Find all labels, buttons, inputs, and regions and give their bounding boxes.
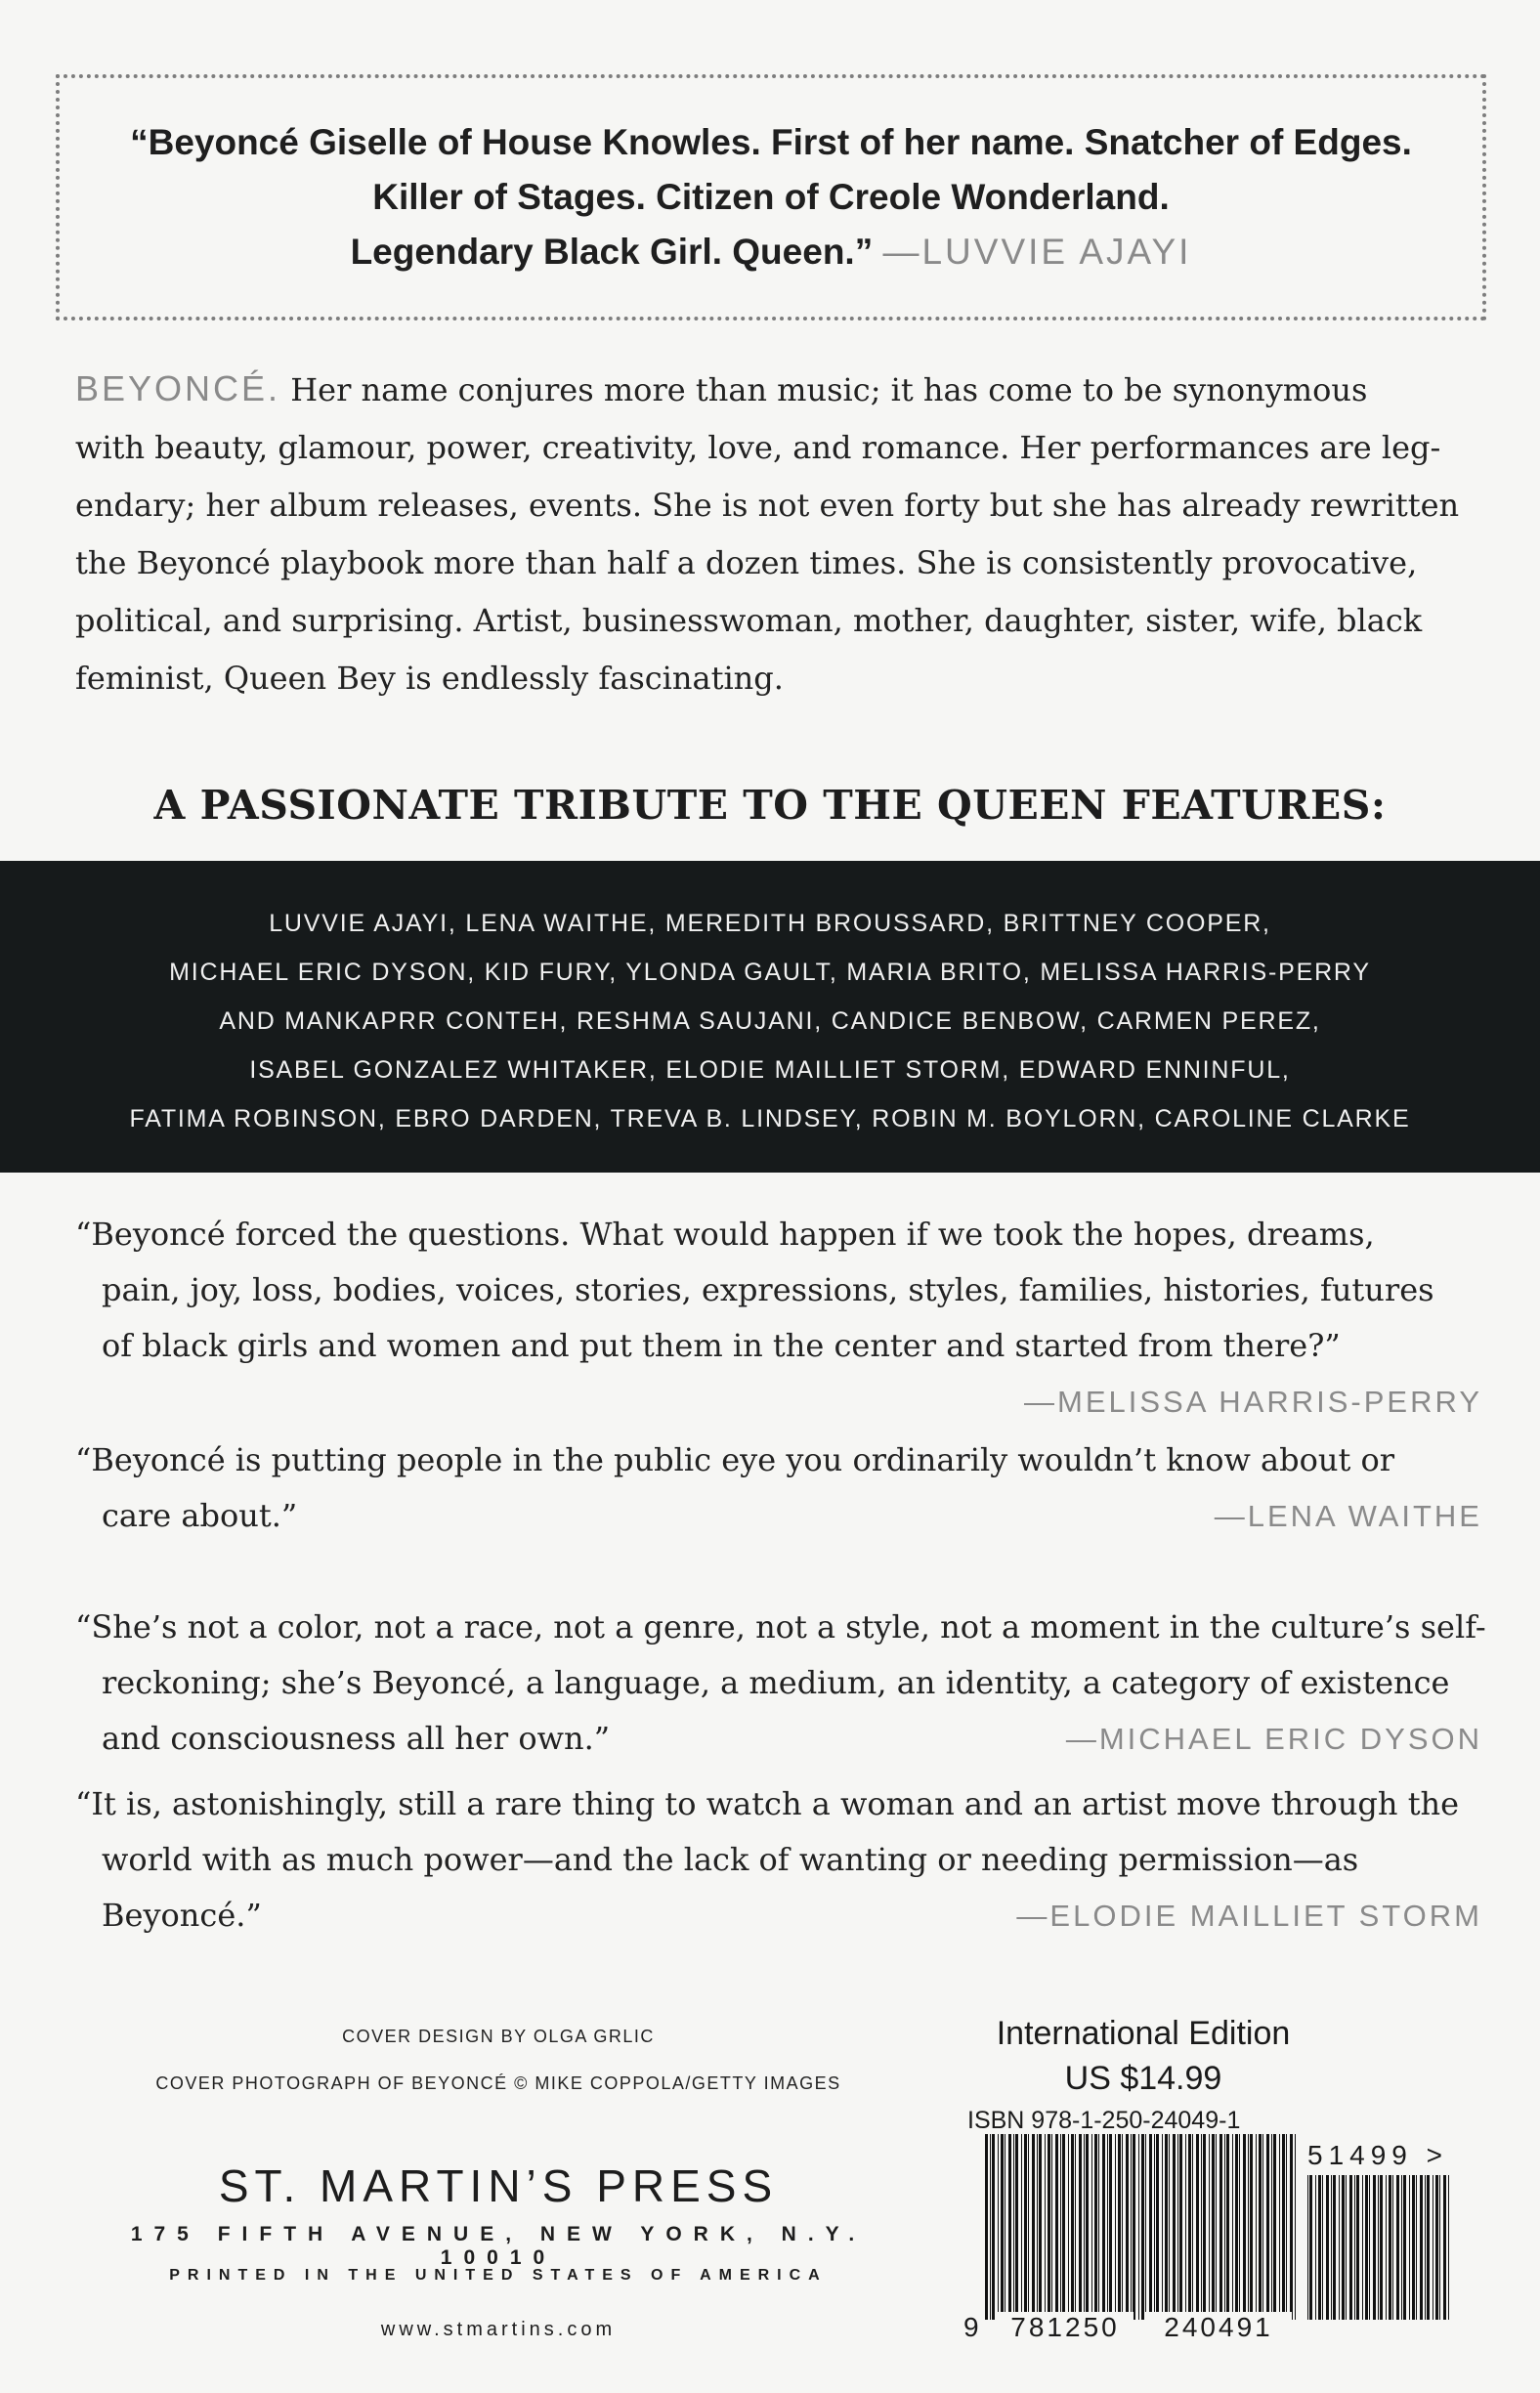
barcode-bar	[1409, 2175, 1410, 2320]
review-quote-1	[75, 1207, 1482, 1430]
barcode-bar	[1209, 2134, 1210, 2320]
barcode-bar	[1216, 2134, 1217, 2320]
barcode-bar	[1185, 2134, 1186, 2320]
intro-paragraph	[75, 360, 1482, 707]
barcode-bar	[1051, 2134, 1052, 2320]
quote-4-line-3: Beyoncé.”	[102, 1897, 262, 1934]
barcode-bar	[1266, 2134, 1269, 2320]
barcode-bar	[1412, 2175, 1415, 2320]
barcode-bar	[1448, 2175, 1449, 2320]
quote-4-line-1: “It is, astonishingly, still a rare thing to watch a woman and an artist move through the	[75, 1785, 1460, 1822]
barcode-bar	[1369, 2175, 1370, 2320]
intro-line-4: the Beyoncé playbook more than half a dozen times. She is consistently provocative,	[75, 544, 1418, 581]
barcode-bar	[1141, 2134, 1144, 2320]
barcode-bar	[1416, 2175, 1417, 2320]
barcode-bar	[1315, 2175, 1316, 2320]
barcode-bar	[1169, 2134, 1170, 2320]
addon-digits: 51499 >	[1307, 2140, 1448, 2170]
barcode-bar	[1425, 2175, 1426, 2320]
barcode-bar	[1173, 2134, 1176, 2320]
quote-3-line-1: “She’s not a color, not a race, not a genre, not a style, not a moment in the culture’s self-	[75, 1608, 1486, 1645]
barcode-bar	[1131, 2134, 1132, 2320]
barcode-bar	[990, 2134, 991, 2320]
barcode-bar	[1115, 2134, 1116, 2320]
barcode-bar	[1126, 2134, 1129, 2320]
barcode-bar	[1239, 2134, 1240, 2320]
barcode-bar	[1373, 2175, 1376, 2320]
barcode-bar	[1201, 2134, 1202, 2320]
barcode-bar	[1443, 2175, 1446, 2320]
ean-right-digits: 240491	[1145, 2312, 1292, 2343]
barcode-bar	[1084, 2134, 1085, 2320]
quote-3-attribution: —MICHAEL ERIC DYSON	[1065, 1722, 1482, 1756]
barcode-bar	[1094, 2134, 1097, 2320]
quote-1-line-3: of black girls and women and put them in the center and started from there?”	[102, 1327, 1341, 1364]
quote-2-line-2: care about.”	[102, 1497, 298, 1534]
features-heading: A PASSIONATE TRIBUTE TO THE QUEEN FEATURES:	[153, 782, 1387, 829]
barcode-bar	[1439, 2175, 1440, 2320]
barcode-bar	[1079, 2134, 1082, 2320]
contributors-line-5: FATIMA ROBINSON, EBRO DARDEN, TREVA B. LINDSEY, ROBIN M. BOYLORN, CAROLINE CLARKE	[129, 1105, 1411, 1132]
barcode-bar	[1248, 2134, 1249, 2320]
barcode-bar	[1154, 2134, 1155, 2320]
barcode-bar	[1071, 2134, 1074, 2320]
barcode-bar	[1203, 2134, 1206, 2320]
barcode-bar	[985, 2134, 988, 2320]
intro-lead: BEYONCÉ.	[75, 368, 281, 408]
intro-line-1-text: Her name conjures more than music; it has come to be synonymous	[280, 371, 1368, 408]
barcode-bar	[1342, 2175, 1345, 2320]
barcode-bar	[1028, 2134, 1029, 2320]
intro-line-2: with beauty, glamour, power, creativity, love, and romance. Her performances are leg-	[75, 429, 1441, 466]
barcode-bar	[1039, 2134, 1042, 2320]
quote-1-line-1: “Beyoncé forced the questions. What would happen if we took the hopes, dreams,	[75, 1216, 1375, 1253]
barcode-bar	[1045, 2134, 1046, 2320]
barcode-bar	[1392, 2175, 1393, 2320]
quote-4-line-2: world with as much power—and the lack of wanting or needing permission—as	[102, 1841, 1359, 1878]
intro-line-6: feminist, Queen Bey is endlessly fascinating.	[75, 660, 784, 697]
contributors-list	[0, 899, 1540, 1143]
top-quote-line-3: Legendary Black Girl. Queen.”	[350, 232, 874, 272]
review-quote-2	[75, 1432, 1482, 1544]
barcode-bar	[1331, 2175, 1332, 2320]
contributors-line-3: AND MANKAPRR CONTEH, RESHMA SAUJANI, CANDICE BENBOW, CARMEN PEREZ,	[219, 1007, 1321, 1035]
barcode-bar	[1162, 2134, 1163, 2320]
barcode-bar	[1322, 2175, 1323, 2320]
price-addon-barcode	[1307, 2175, 1452, 2320]
barcode-bar	[1427, 2175, 1430, 2320]
intro-line-1	[75, 360, 1482, 419]
price-label: US $14.99	[1064, 2060, 1222, 2097]
barcode-bar	[1091, 2134, 1092, 2320]
top-quote-credit: —LUVVIE AJAYI	[882, 232, 1192, 272]
barcode-bar	[1235, 2134, 1238, 2320]
review-quote-4	[75, 1776, 1482, 1944]
barcode-bar	[1055, 2134, 1058, 2320]
quote-2-line-1: “Beyoncé is putting people in the public eye you ordinarily wouldn’t know about or	[75, 1441, 1395, 1478]
barcode-bar	[1309, 2175, 1312, 2320]
quote-3-line-2: reckoning; she’s Beyoncé, a language, a medium, an identity, a category of existence	[102, 1664, 1450, 1701]
quote-3-line-3-row	[75, 1711, 1482, 1767]
barcode-bar	[1177, 2134, 1178, 2320]
barcode-bar	[1386, 2175, 1387, 2320]
barcode-bar	[1138, 2134, 1139, 2320]
barcode-bar	[1286, 2134, 1287, 2320]
barcode-bar	[1075, 2134, 1076, 2320]
barcode-bar	[1346, 2175, 1347, 2320]
quote-2-line-2-row	[75, 1488, 1482, 1544]
barcode-bar	[1435, 2175, 1438, 2320]
barcode-bar	[1219, 2134, 1222, 2320]
barcode-bar	[1122, 2134, 1123, 2320]
barcode-bar	[1165, 2134, 1168, 2320]
cover-photo-credit: COVER PHOTOGRAPH OF BEYONCÉ © MIKE COPPOLA/GETTY IMAGES	[155, 2073, 841, 2093]
contributors-line-2: MICHAEL ERIC DYSON, KID FURY, YLONDA GAULT, MARIA BRITO, MELISSA HARRIS-PERRY	[169, 959, 1371, 986]
barcode-bar	[998, 2134, 999, 2320]
barcode-bar	[1226, 2134, 1229, 2320]
barcode-bar	[1032, 2134, 1035, 2320]
barcode-bar	[1420, 2175, 1423, 2320]
barcode-bar	[1024, 2134, 1027, 2320]
barcode-bar	[1401, 2175, 1402, 2320]
publisher-address: 175 FIFTH AVENUE, NEW YORK, N.Y. 10010	[130, 2223, 867, 2269]
barcode-bar	[1068, 2134, 1069, 2320]
barcode-bar	[1008, 2134, 1011, 2320]
barcode-bar	[1389, 2175, 1391, 2320]
barcode-bar	[1365, 2175, 1368, 2320]
intro-line-3: endary; her album releases, events. She is not even forty but she has already rewritten	[75, 487, 1460, 524]
barcode-bar	[1271, 2134, 1272, 2320]
barcode-bar	[1396, 2175, 1399, 2320]
barcode-bar	[1156, 2134, 1159, 2320]
top-quote	[59, 115, 1483, 279]
barcode-bar	[1086, 2134, 1089, 2320]
barcode-bar	[1149, 2134, 1152, 2320]
barcode-bar	[1356, 2175, 1359, 2320]
contributors-line-1: LUVVIE AJAYI, LENA WAITHE, MEREDITH BROUSSARD, BRITTNEY COOPER,	[269, 910, 1271, 937]
intro-line-5: political, and surprising. Artist, businesswoman, mother, daughter, sister, wife, black	[75, 602, 1423, 639]
cover-design-credit: COVER DESIGN BY OLGA GRLIC	[342, 2027, 655, 2046]
barcode-bar	[1333, 2175, 1336, 2320]
barcode-bar	[1188, 2134, 1191, 2320]
edition-label: International Edition	[996, 2015, 1291, 2052]
publisher-website: www.stmartins.com	[380, 2319, 617, 2340]
barcode-bar	[1256, 2134, 1257, 2320]
barcode-bar	[1212, 2134, 1215, 2320]
contributors-line-4: ISABEL GONZALEZ WHITAKER, ELODIE MAILLIET STORM, EDWARD ENNINFUL,	[249, 1056, 1291, 1084]
barcode-bar	[1232, 2134, 1233, 2320]
barcode-bar	[1048, 2134, 1050, 2320]
quote-1-attribution: —MELISSA HARRIS-PERRY	[1024, 1385, 1482, 1419]
barcode-bar	[1279, 2134, 1280, 2320]
publisher-name: ST. MARTIN’S PRESS	[218, 2160, 779, 2211]
ean-lead-digit: 9	[963, 2312, 979, 2342]
barcode-bar	[992, 2134, 995, 2320]
quote-4-attribution: —ELODIE MAILLIET STORM	[1016, 1899, 1482, 1933]
barcode-bar	[1349, 2175, 1352, 2320]
top-quote-line-2: Killer of Stages. Citizen of Creole Wonderland.	[372, 177, 1170, 217]
printed-in: PRINTED IN THE UNITED STATES OF AMERICA	[169, 2267, 828, 2284]
top-quote-line-1: “Beyoncé Giselle of House Knowles. First of her name. Snatcher of Edges.	[130, 122, 1412, 162]
barcode-bar	[1102, 2134, 1105, 2320]
barcode-bar	[1062, 2134, 1065, 2320]
barcode-bar	[1196, 2134, 1199, 2320]
barcode-bar	[1326, 2175, 1329, 2320]
barcode-bar	[1192, 2134, 1193, 2320]
review-quote-3	[75, 1600, 1486, 1767]
ean-left-digits: 781250	[997, 2312, 1134, 2343]
barcode-bar	[1179, 2134, 1182, 2320]
barcode-bar	[1060, 2134, 1061, 2320]
barcode-bar	[1262, 2134, 1263, 2320]
top-quote-line-3-wrap	[59, 225, 1483, 279]
barcode-bar	[1380, 2175, 1383, 2320]
barcode-bar	[1273, 2134, 1276, 2320]
barcode-bar	[1133, 2134, 1135, 2320]
quote-4-line-3-row	[75, 1888, 1482, 1944]
barcode-bar	[1107, 2134, 1108, 2320]
isbn-label: ISBN 978-1-250-24049-1	[967, 2107, 1241, 2134]
quote-1-line-2: pain, joy, loss, bodies, voices, stories, expressions, styles, families, histories, futures	[102, 1271, 1434, 1308]
barcode-bar	[1145, 2134, 1146, 2320]
barcode-bar	[1224, 2134, 1225, 2320]
quote-3-line-3: and consciousness all her own.”	[102, 1720, 611, 1757]
barcode-bar	[1307, 2175, 1308, 2320]
barcode-bar	[1021, 2134, 1022, 2320]
quote-2-attribution: —LENA WAITHE	[1214, 1499, 1482, 1533]
barcode-bar	[1354, 2175, 1355, 2320]
barcode-bar	[1290, 2134, 1293, 2320]
barcode-bar	[1098, 2134, 1099, 2320]
barcode-bar	[1015, 2134, 1018, 2320]
barcode-bar	[1118, 2134, 1121, 2320]
barcode-bar	[1403, 2175, 1406, 2320]
barcode-bar	[1378, 2175, 1379, 2320]
barcode-bar	[1282, 2134, 1285, 2320]
barcode-bar	[1318, 2175, 1321, 2320]
barcode-bar	[1013, 2134, 1014, 2320]
barcode-bar	[1362, 2175, 1363, 2320]
barcode-bar	[1339, 2175, 1340, 2320]
quote-1-attrib-row	[75, 1374, 1482, 1430]
barcode-bar	[1109, 2134, 1112, 2320]
barcode-bar	[1295, 2134, 1296, 2320]
barcode-bar	[1001, 2134, 1004, 2320]
barcode-bar	[1259, 2134, 1262, 2320]
isbn-barcode	[985, 2134, 1298, 2320]
barcode-bar	[1250, 2134, 1253, 2320]
barcode-bar	[1037, 2134, 1038, 2320]
barcode-bar	[1243, 2134, 1246, 2320]
